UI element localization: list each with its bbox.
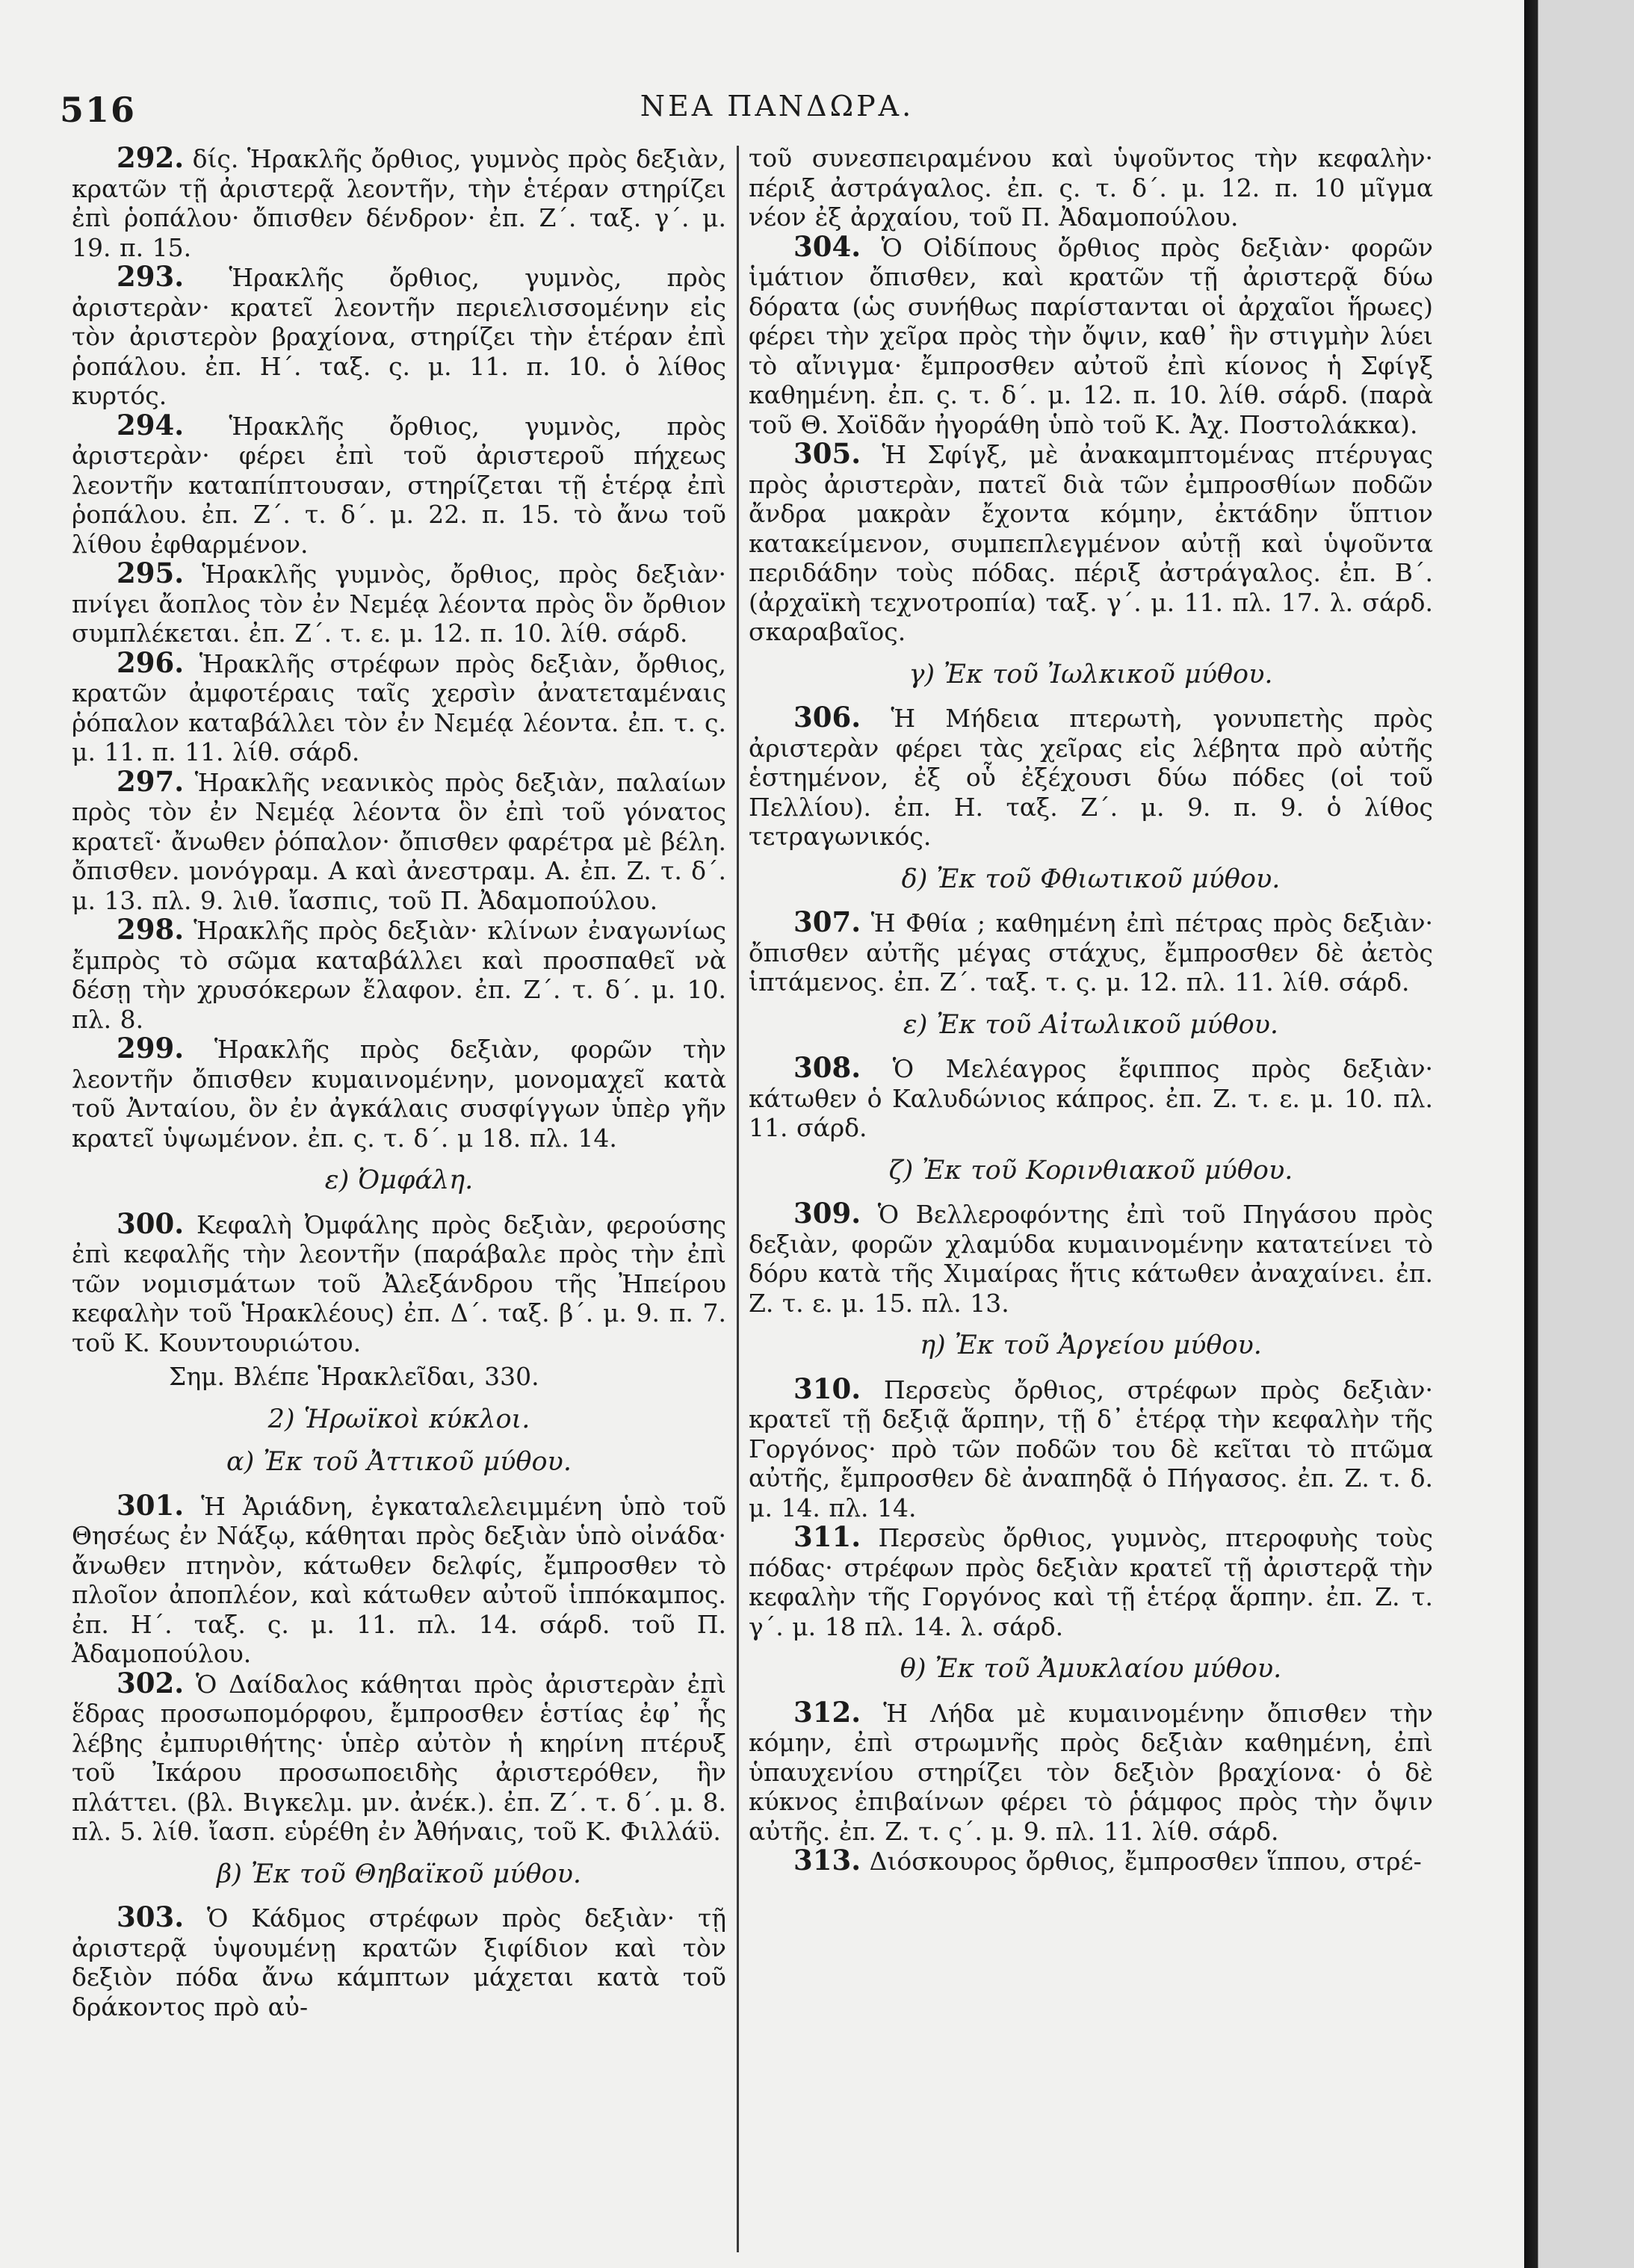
scan-edge (1524, 0, 1634, 2268)
section-heading: ε) Ἐκ τοῦ Αἰτωλικοῦ μύθου. (903, 1009, 1279, 1040)
catalog-entry (72, 1666, 726, 1847)
entry-number: 296. (117, 645, 185, 679)
section-heading: γ) Ἐκ τοῦ Ἰωλκικοῦ μύθου. (909, 659, 1273, 690)
entry-text: Ὁ Βελλεροφόντης ἐπὶ τοῦ Πηγάσου πρὸς δεξιὰν, φορῶν χλαμύδα κυμαινομένην κατατείνει τὸ δόρυ κατὰ τῆς Χιμαίρας ἥτις κάτωθεν ἀναχαίνει. ἐπ. Ζ. τ. ε. μ. 15. πλ. 13. (749, 1200, 1433, 1318)
section-heading: β) Ἐκ τοῦ Θηβαϊκοῦ μύθου. (216, 1859, 582, 1889)
entry-number: 306. (793, 701, 861, 734)
entry-number: 307. (793, 905, 861, 938)
entry-text: Διόσκουρος ὄρθιος, ἔμπροσθεν ἵππου, στρέ- (869, 1847, 1422, 1876)
entry-text: Ἡρακλῆς πρὸς δεξιὰν· κλίνων ἐναγωνίως ἔμπρὸς τὸ σῶμα καταβάλλει καὶ προσπαθεῖ νὰ δέσῃ τὴν χρυσόκερων ἔλαφον. ἐπ. Ζ΄. τ. δ΄. μ. 10. πλ. 8. (72, 916, 726, 1034)
entry-text: Ὁ Δαίδαλος κάθηται πρὸς ἀριστερὰν ἐπὶ ἕδρας προσωπομόρφου, ἔμπροσθεν ἑστίας ἐφ᾽ ἧς λέβης ἐμπυριθήτης· ὑπὲρ αὐτὸν ἡ κηρίνη πτέρυξ τοῦ Ἰκάρου προσωποειδὴς ἀριστερόθεν, ἣν πλάττει. (βλ. Βιγκελμ. μν. ἀνέκ.). ἐπ. Ζ΄. τ. δ΄. μ. 8. πλ. 5. λίθ. ἴασπ. εὑρέθη ἐν Ἀθήναις, τοῦ Κ. Φιλλάϋ. (72, 1669, 726, 1846)
entry-text: Περσεὺς ὄρθιος, στρέφων πρὸς δεξιὰν· κρατεῖ τῇ δεξιᾷ ἅρπην, τῇ δ᾽ ἑτέρᾳ τὴν κεφαλὴν τῆς Γοργόνος· πρὸ τῶν ποδῶν του δὲ κεῖται τὸ πτῶμα αὐτῆς, ἔμπροσθεν δὲ ἀναπηδᾷ ὁ Πήγασος. ἐπ. Ζ. τ. δ. μ. 14. πλ. 14. (749, 1375, 1433, 1522)
section-heading: δ) Ἐκ τοῦ Φθιωτικοῦ μύθου. (901, 864, 1281, 894)
catalog-entry (72, 559, 726, 648)
entry-text: Κεφαλὴ Ὀμφάλης πρὸς δεξιὰν, φερούσης ἐπὶ κεφαλῆς τὴν λεοντῆν (παράβαλε πρὸς τὴν ἐπὶ τῶν νομισμάτων τοῦ Ἀλεξάνδρου τῆς Ἠπείρου κεφαλὴν τοῦ Ἡρακλέους) ἐπ. Δ΄. ταξ. β΄. μ. 9. π. 7. τοῦ Κ. Κουντουριώτου. (72, 1209, 726, 1357)
entry-text: Ἡρακλῆς νεανικὸς πρὸς δεξιὰν, παλαίων πρὸς τὸν ἐν Νεμέᾳ λέοντα ὃν ἐπὶ τοῦ γόνατος κρατεῖ· ἄνωθεν ῥόπαλον· ὄπισθεν φαρέτρα μὲ βέλη. ὄπισθεν. μονόγραμ. Α καὶ ἀνεστραμ. Α. ἐπ. Ζ. τ. δ΄. μ. 13. πλ. 9. λιθ. ἴασπις, τοῦ Π. Ἀδαμοπούλου. (72, 767, 726, 915)
entry-number: 312. (793, 1695, 861, 1729)
entry-number: 303. (117, 1900, 185, 1933)
catalog-entry (72, 1900, 726, 2021)
catalog-entry (749, 703, 1433, 852)
entry-number: 305. (793, 437, 861, 470)
entry-number: 297. (117, 764, 185, 798)
entry-number: 304. (793, 229, 861, 263)
page-number: 516 (60, 90, 137, 130)
entry-text: Ἡ Φθία ; καθημένη ἐπὶ πέτρας πρὸς δεξιὰν· ὄπισθεν αὐτῆς μέγας στάχυς, ἔμπροσθεν δὲ ἀετὸς ἱπτάμενος. ἐπ. Ζ΄. ταξ. τ. ς. μ. 12. πλ. 11. λίθ. σάρδ. (749, 908, 1433, 997)
entry-number: 300. (117, 1206, 185, 1240)
catalog-entry (749, 905, 1433, 997)
entry-number: 293. (117, 260, 185, 293)
catalog-entry (749, 439, 1433, 647)
catalog-entry (749, 229, 1433, 440)
entry-number: 310. (793, 1372, 861, 1405)
entry-text: Ἡρακλῆς ὄρθιος, γυμνὸς, πρὸς ἀριστερὰν· κρατεῖ λεοντῆν περιελισσομένην εἰς τὸν ἀριστερὸν βραχίονα, στηρίζει τὴν ἑτέραν ἐπὶ ῥοπάλου. ἐπ. Η΄. ταξ. ς. μ. 11. π. 10. ὁ λίθος κυρτός. (72, 263, 726, 410)
entry-number: 298. (117, 913, 185, 946)
entry-number: 295. (117, 557, 185, 589)
entry-text: Ἡ Ἀριάδνη, ἐγκαταλελειμμένη ὑπὸ τοῦ Θησέως ἐν Νάξῳ, κάθηται πρὸς δεξιὰν ὑπὸ οἰνάδα· ἄνωθεν πτηνὸν, κάτωθεν δελφίς, ἔμπροσθεν τὸ πλοῖον ἀποπλέον, καὶ κάτωθεν αὐτοῦ ἱππόκαμπος. ἐπ. Η΄. ταξ. ς. μ. 11. πλ. 14. σάρδ. τοῦ Π. Ἀδαμοπούλου. (72, 1491, 726, 1668)
catalog-entry (72, 1034, 726, 1153)
entry-number: 302. (117, 1666, 185, 1700)
catalog-entry-continuation: τοῦ συνεσπειραμένου καὶ ὑψοῦντος τὴν κεφαλὴν· πέριξ ἀστράγαλος. ἐπ. ς. τ. δ΄. μ. 12. π. 10 μῖγμα νέον ἐξ ἀρχαίου, τοῦ Π. Ἀδαμοπούλου. (749, 143, 1433, 232)
entry-number: 308. (793, 1051, 861, 1084)
entry-number: 311. (793, 1520, 861, 1553)
note: Σημ. Βλέπε Ἡρακλεῖδαι, 330. (169, 1362, 539, 1391)
section-heading: η) Ἐκ τοῦ Ἀργείου μύθου. (920, 1330, 1262, 1360)
entry-text: Ἡ Λήδα μὲ κυμαινομένην ὄπισθεν τὴν κόμην, ἐπὶ στρωμνῆς πρὸς δεξιὰν καθημένη, ἐπὶ ὑπαυχενίου στηρίζει τὸν δεξιὸν βραχίονα· ὁ δὲ κύκνος ἐπιβαίνων φέρει τὸ ῥάμφος πρὸς τὴν ὄψιν αὐτῆς. ἐπ. Ζ. τ. ς΄. μ. 9. πλ. 11. λίθ. σάρδ. (749, 1698, 1433, 1846)
entry-text: Ὁ Οἰδίπους ὄρθιος πρὸς δεξιὰν· φορῶν ἱμάτιον ὄπισθεν, καὶ κρατῶν τῇ ἀριστερᾷ δύω δόρατα (ὡς συνήθως παρίστανται οἱ ἀρχαῖοι ἥρωες) φέρει τὴν χεῖρα πρὸς τὴν ὄψιν, καθ᾽ ἣν στιγμὴν λύει τὸ αἴνιγμα· ἔμπροσθεν αὐτοῦ ἐπὶ κίονος ἡ Σφίγξ καθημένη. ἐπ. ς. τ. δ΄. μ. 12. π. 10. λίθ. σάρδ. (παρὰ τοῦ Θ. Χοϊδᾶν ἠγοράθη ὑπὸ τοῦ Κ. Ἀχ. Ποστολάκκα). (749, 232, 1433, 439)
left-column (72, 143, 726, 2021)
running-title: ΝΕΑ ΠΑΝΔΩΡΑ. (640, 90, 915, 123)
section-heading: α) Ἐκ τοῦ Ἀττικοῦ μύθου. (226, 1447, 572, 1477)
section-heading: ε) Ὀμφάλη. (324, 1165, 474, 1195)
entry-text: Ἡρακλῆς πρὸς δεξιὰν, φορῶν τὴν λεοντῆν ὄπισθεν κυμαινομένην, μονομαχεῖ κατὰ τοῦ Ἀνταίου, ὃν ἐν ἀγκάλαις συσφίγγων ὑπὲρ γῆν κρατεῖ ὑψωμένον. ἐπ. ς. τ. δ΄. μ 18. πλ. 14. (72, 1035, 726, 1153)
entry-text: Ἡρακλῆς ὄρθιος, γυμνὸς, πρὸς ἀριστερὰν· φέρει ἐπὶ τοῦ ἀριστεροῦ πήχεως λεοντῆν καταπίπτουσαν, στηρίζεται τῇ ἑτέρᾳ ἐπὶ ῥοπάλου. ἐπ. Ζ΄. τ. δ΄. μ. 22. π. 15. τὸ ἄνω τοῦ λίθου ἐφθαρμένον. (72, 411, 726, 559)
entry-number: 299. (117, 1032, 185, 1065)
entry-number: 294. (117, 408, 185, 441)
catalog-entry (749, 1372, 1433, 1523)
column-divider (737, 146, 739, 2252)
entry-text: Ἡ Σφίγξ, μὲ ἀνακαμπτομένας πτέρυγας πρὸς ἀριστερὰν, πατεῖ διὰ τῶν ἐμπροσθίων ποδῶν ἄνδρα μακρὰν ἔχοντα κόμην, ἐκτάδην ὕπτιον κατακείμενον, συμπεπλεγμένον αὐτῇ καὶ ὑψοῦντα περιδάδην τοὺς πόδας. πέριξ ἀστράγαλος. ἐπ. Β΄. (ἀρχαϊκὴ τεχνοτροπία) ταξ. γ΄. μ. 11. πλ. 17. λ. σάρδ. σκαραβαῖος. (749, 440, 1433, 646)
right-column (749, 143, 1433, 1877)
catalog-entry (72, 262, 726, 411)
catalog-entry (749, 1199, 1433, 1318)
catalog-entry (749, 1695, 1433, 1847)
entry-number: 313. (793, 1844, 861, 1877)
entry-number: 309. (793, 1197, 861, 1230)
catalog-entry (72, 143, 726, 262)
entry-text: δίς. Ἡρακλῆς ὄρθιος, γυμνὸς πρὸς δεξιὰν, κρατῶν τῇ ἀριστερᾷ λεοντῆν, τὴν ἑτέραν στηρίζει ἐπὶ ῥοπάλου· ὄπισθεν δένδρον· ἐπ. Ζ΄. ταξ. γ΄. μ. 19. π. 15. (72, 144, 726, 262)
entry-number: 292. (117, 141, 185, 174)
entry-text: Ἡρακλῆς στρέφων πρὸς δεξιὰν, ὄρθιος, κρατῶν ἀμφοτέραις ταῖς χερσὶν ἀνατεταμέναις ῥόπαλον καταβάλλει τὸν ἐν Νεμέᾳ λέοντα. ἐπ. τ. ς. μ. 11. π. 11. λίθ. σάρδ. (72, 648, 726, 766)
entry-text: Ὁ Μελέαγρος ἔφιππος πρὸς δεξιὰν· κάτωθεν ὁ Καλυδώνιος κάπρος. ἐπ. Ζ. τ. ε. μ. 10. πλ. 11. σάρδ. (749, 1054, 1433, 1142)
section-heading: 2) Ἡρωϊκοὶ κύκλοι. (267, 1404, 530, 1434)
catalog-entry (72, 1488, 726, 1669)
entry-text: Ὁ Κάδμος στρέφων πρὸς δεξιὰν· τῇ ἀριστερᾷ ὑψουμένῃ κρατῶν ξιφίδιον καὶ τὸν δεξιὸν πόδα ἄνω κάμπτων μάχεται κατὰ τοῦ δράκοντος πρὸ αὐ- (72, 1903, 726, 2021)
catalog-entry (749, 1522, 1433, 1641)
entry-text: Περσεὺς ὄρθιος, γυμνὸς, πτεροφυὴς τοὺς πόδας· στρέφων πρὸς δεξιὰν κρατεῖ τῇ ἀριστερᾷ τὴν κεφαλὴν τῆς Γοργόνος καὶ τῇ ἑτέρᾳ ἅρπην. ἐπ. Ζ. τ. γ΄. μ. 18 πλ. 14. λ. σάρδ. (749, 1523, 1433, 1641)
catalog-entry (72, 645, 726, 767)
catalog-entry (72, 1206, 726, 1358)
entry-number: 301. (117, 1488, 185, 1522)
catalog-entry (72, 915, 726, 1034)
catalog-entry (749, 1053, 1433, 1143)
catalog-entry (72, 764, 726, 916)
page-header (60, 90, 1494, 134)
catalog-entry (72, 408, 726, 560)
section-heading: θ) Ἐκ τοῦ Ἀμυκλαίου μύθου. (900, 1654, 1282, 1684)
entry-text: Ἡ Μήδεια πτερωτὴ, γονυπετὴς πρὸς ἀριστερὰν φέρει τὰς χεῖρας εἰς λέβητα πρὸ αὐτῆς ἑστημένον, ἐξ οὗ ἐξέχουσι δύω πόδες (οἱ τοῦ Πελλίου). ἐπ. Η. ταξ. Ζ΄. μ. 9. π. 9. ὁ λίθος τετραγωνικός. (749, 704, 1433, 851)
entry-text: Ἡρακλῆς γυμνὸς, ὄρθιος, πρὸς δεξιὰν· πνίγει ἄοπλος τὸν ἐν Νεμέᾳ λέοντα πρὸς ὃν ὄρθιον συμπλέκεται. ἐπ. Ζ΄. τ. ε. μ. 12. π. 10. λίθ. σάρδ. (72, 560, 727, 648)
section-heading: ζ) Ἐκ τοῦ Κορινθιακοῦ μύθου. (888, 1155, 1293, 1186)
catalog-entry (749, 1846, 1433, 1877)
